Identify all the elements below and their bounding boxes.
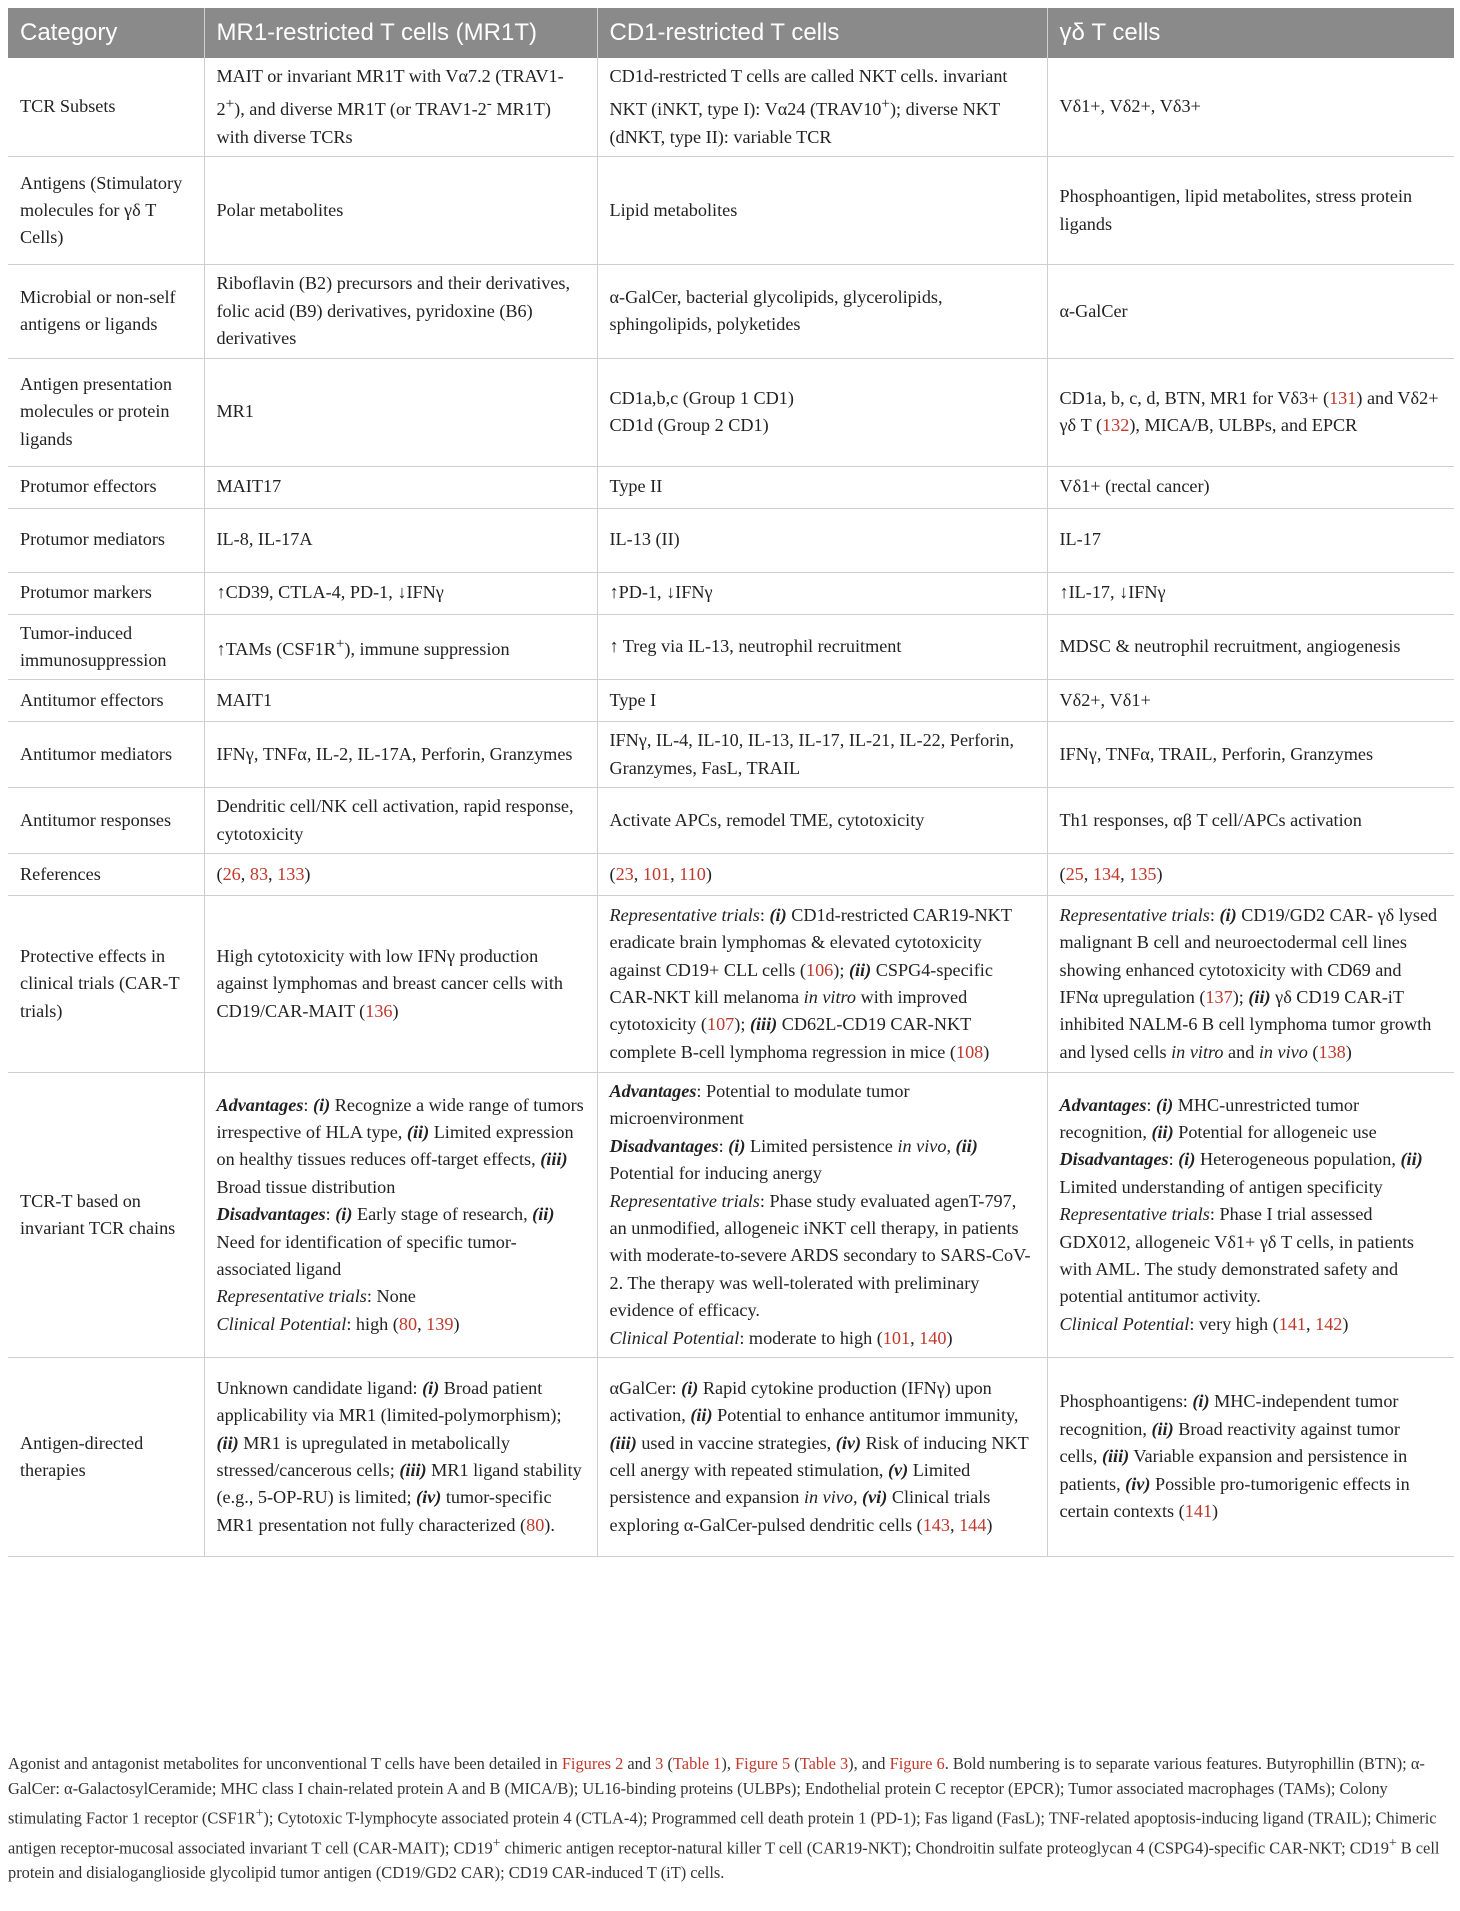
cd1-cell: ↑ Treg via IL-13, neutrophil recruitment xyxy=(597,614,1047,680)
mr1t-cell: IL-8, IL-17A xyxy=(204,508,597,572)
cd1-cell: Type I xyxy=(597,680,1047,722)
table-body xyxy=(8,58,1454,1557)
category-cell: References xyxy=(8,853,204,895)
cd1-cell: Type II xyxy=(597,466,1047,508)
mr1t-cell: (26, 83, 133) xyxy=(204,853,597,895)
gd-cell: α-GalCer xyxy=(1047,265,1454,358)
gd-cell: MDSC & neutrophil recruitment, angiogenesis xyxy=(1047,614,1454,680)
mr1t-cell: IFNγ, TNFα, IL-2, IL-17A, Perforin, Granzymes xyxy=(204,722,597,788)
mr1t-cell: MR1 xyxy=(204,358,597,466)
gd-cell: Phosphoantigen, lipid metabolites, stress protein ligands xyxy=(1047,157,1454,265)
category-cell: Antigen-directed therapies xyxy=(8,1358,204,1557)
cd1-cell: Representative trials: (i) CD1d-restricted CAR19-NKT eradicate brain lymphomas & elevated cytotoxicity against CD19+ CLL cells (106); (ii) CSPG4-specific CAR-NKT kill melanoma in vitro with improved cytotoxicity (107); (iii) CD62L-CD19 CAR-NKT complete B-cell lymphoma regression in mice (108) xyxy=(597,895,1047,1072)
header-gd: γδ T cells xyxy=(1047,8,1454,58)
cd1-cell: CD1a,b,c (Group 1 CD1) CD1d (Group 2 CD1) xyxy=(597,358,1047,466)
mr1t-cell: MAIT or invariant MR1T with Vα7.2 (TRAV1-2+), and diverse MR1T (or TRAV1-2- MR1T) with diverse TCRs xyxy=(204,58,597,157)
category-cell: Antigen presentation molecules or protein ligands xyxy=(8,358,204,466)
table-row xyxy=(8,358,1454,466)
table-row xyxy=(8,895,1454,1072)
header-cd1: CD1-restricted T cells xyxy=(597,8,1047,58)
gd-cell: Th1 responses, αβ T cell/APCs activation xyxy=(1047,788,1454,854)
table-row xyxy=(8,853,1454,895)
table-row xyxy=(8,680,1454,722)
header-row xyxy=(8,8,1454,58)
cd1-cell: IL-13 (II) xyxy=(597,508,1047,572)
cd1-cell: αGalCer: (i) Rapid cytokine production (IFNγ) upon activation, (ii) Potential to enhance antitumor immunity, (iii) used in vaccine strategies, (iv) Risk of inducing NKT cell anergy with repeated stimulation, (v) Limited persistence and expansion in vivo, (vi) Clinical trials exploring α-GalCer-pulsed dendritic cells (143, 144) xyxy=(597,1358,1047,1557)
gd-cell: IFNγ, TNFα, TRAIL, Perforin, Granzymes xyxy=(1047,722,1454,788)
mr1t-cell: Unknown candidate ligand: (i) Broad patient applicability via MR1 (limited-polymorphism); (ii) MR1 is upregulated in metabolically stressed/cancerous cells; (iii) MR1 ligand stability (e.g., 5-OP-RU) is limited; (iv) tumor-specific MR1 presentation not fully characterized (80). xyxy=(204,1358,597,1557)
category-cell: Tumor-induced immunosuppression xyxy=(8,614,204,680)
gd-cell: Advantages: (i) MHC-unrestricted tumor recognition, (ii) Potential for allogeneic use Disadvantages: (i) Heterogeneous population, (ii) Limited understanding of antigen specificity Representative trials: Phase I trial assessed GDX012, allogeneic Vδ1+ γδ T cells, in patients with AML. The study demonstrated safety and potential antitumor activity. Clinical Potential: very high (141, 142) xyxy=(1047,1072,1454,1357)
category-cell: Antitumor mediators xyxy=(8,722,204,788)
category-cell: Protective effects in clinical trials (CAR-T trials) xyxy=(8,895,204,1072)
table-row xyxy=(8,1072,1454,1357)
gd-cell: IL-17 xyxy=(1047,508,1454,572)
mr1t-cell: Advantages: (i) Recognize a wide range of tumors irrespective of HLA type, (ii) Limited expression on healthy tissues reduces off-target effects, (iii) Broad tissue distribution Disadvantages: (i) Early stage of research, (ii) Need for identification of specific tumor-associated ligand Representative trials: None Clinical Potential: high (80, 139) xyxy=(204,1072,597,1357)
table-row xyxy=(8,508,1454,572)
table-row xyxy=(8,722,1454,788)
gd-cell: (25, 134, 135) xyxy=(1047,853,1454,895)
cd1-cell: CD1d-restricted T cells are called NKT cells. invariant NKT (iNKT, type I): Vα24 (TRAV10+); diverse NKT (dNKT, type II): variable TCR xyxy=(597,58,1047,157)
category-cell: TCR Subsets xyxy=(8,58,204,157)
mr1t-cell: MAIT17 xyxy=(204,466,597,508)
mr1t-cell: Riboflavin (B2) precursors and their derivatives, folic acid (B9) derivatives, pyridoxine (B6) derivatives xyxy=(204,265,597,358)
mr1t-cell: Polar metabolites xyxy=(204,157,597,265)
cd1-cell: ↑PD-1, ↓IFNγ xyxy=(597,572,1047,614)
category-cell: Microbial or non-self antigens or ligands xyxy=(8,265,204,358)
cd1-cell: Advantages: Potential to modulate tumor microenvironment Disadvantages: (i) Limited persistence in vivo, (ii) Potential for inducing anergy Representative trials: Phase study evaluated agenT-797, an unmodified, allogeneic iNKT cell therapy, in patients with moderate-to-severe ARDS secondary to SARS-CoV-2. The therapy was well-tolerated with preliminary evidence of efficacy. Clinical Potential: moderate to high (101, 140) xyxy=(597,1072,1047,1357)
table-row xyxy=(8,1358,1454,1557)
category-cell: Protumor effectors xyxy=(8,466,204,508)
cd1-cell: α-GalCer, bacterial glycolipids, glycerolipids, sphingolipids, polyketides xyxy=(597,265,1047,358)
table-row xyxy=(8,157,1454,265)
mr1t-cell: ↑TAMs (CSF1R+), immune suppression xyxy=(204,614,597,680)
mr1t-cell: High cytotoxicity with low IFNγ production against lymphomas and breast cancer cells with CD19/CAR-MAIT (136) xyxy=(204,895,597,1072)
table-row xyxy=(8,572,1454,614)
gd-cell: Vδ2+, Vδ1+ xyxy=(1047,680,1454,722)
category-cell: Antitumor effectors xyxy=(8,680,204,722)
header-category: Category xyxy=(8,8,204,58)
category-cell: TCR-T based on invariant TCR chains xyxy=(8,1072,204,1357)
cd1-cell: Lipid metabolites xyxy=(597,157,1047,265)
cd1-cell: (23, 101, 110) xyxy=(597,853,1047,895)
table-header xyxy=(8,8,1454,58)
table-row xyxy=(8,466,1454,508)
table-row xyxy=(8,614,1454,680)
gd-cell: ↑IL-17, ↓IFNγ xyxy=(1047,572,1454,614)
mr1t-cell: MAIT1 xyxy=(204,680,597,722)
category-cell: Antitumor responses xyxy=(8,788,204,854)
mr1t-cell: ↑CD39, CTLA-4, PD-1, ↓IFNγ xyxy=(204,572,597,614)
gd-cell: Phosphoantigens: (i) MHC-independent tumor recognition, (ii) Broad reactivity against tumor cells, (iii) Variable expansion and persistence in patients, (iv) Possible pro-tumorigenic effects in certain contexts (141) xyxy=(1047,1358,1454,1557)
category-cell: Protumor markers xyxy=(8,572,204,614)
category-cell: Protumor mediators xyxy=(8,508,204,572)
table-row xyxy=(8,788,1454,854)
gd-cell: CD1a, b, c, d, BTN, MR1 for Vδ3+ (131) and Vδ2+ γδ T (132), MICA/B, ULBPs, and EPCR xyxy=(1047,358,1454,466)
table-row xyxy=(8,58,1454,157)
cd1-cell: Activate APCs, remodel TME, cytotoxicity xyxy=(597,788,1047,854)
table-footnote: Agonist and antagonist metabolites for unconventional T cells have been detailed in Figures 2 and 3 (Table 1), Figure 5 (Table 3), and Figure 6. Bold numbering is to separate various features. Butyrophillin (BTN); α-GalCer: α-GalactosylCeramide; MHC class I chain-related protein A and B (MICA/B); UL16-binding proteins (ULBPs); Endothelial protein C receptor (EPCR); Tumor associated macrophages (TAMs); Colony stimulating Factor 1 receptor (CSF1R+); Cytotoxic T-lymphocyte associated protein 4 (CTLA-4); Programmed cell death protein 1 (PD-1); Fas ligand (FasL); TNF-related apoptosis-inducing ligand (TRAIL); Chimeric antigen receptor-mucosal associated invariant T cell (CAR-MAIT); CD19+ chimeric antigen receptor-natural killer T cell (CAR19-NKT); Chondroitin sulfate proteoglycan 4 (CSPG4)-specific CAR-NKT; CD19+ B cell protein and disialoganglioside glycolipid tumor antigen (CD19/GD2 CAR); CD19 CAR-induced T (iT) cells. xyxy=(8,1754,1440,1883)
comparison-table xyxy=(8,8,1454,1557)
gd-cell: Vδ1+ (rectal cancer) xyxy=(1047,466,1454,508)
gd-cell: Vδ1+, Vδ2+, Vδ3+ xyxy=(1047,58,1454,157)
header-mr1t: MR1-restricted T cells (MR1T) xyxy=(204,8,597,58)
mr1t-cell: Dendritic cell/NK cell activation, rapid response, cytotoxicity xyxy=(204,788,597,854)
category-cell: Antigens (Stimulatory molecules for γδ T Cells) xyxy=(8,157,204,265)
table-row xyxy=(8,265,1454,358)
cd1-cell: IFNγ, IL-4, IL-10, IL-13, IL-17, IL-21, IL-22, Perforin, Granzymes, FasL, TRAIL xyxy=(597,722,1047,788)
gd-cell: Representative trials: (i) CD19/GD2 CAR- γδ lysed malignant B cell and neuroectodermal cell lines showing enhanced cytotoxicity with CD69 and IFNα upregulation (137); (ii) γδ CD19 CAR-iT inhibited NALM-6 B cell lymphoma tumor growth and lysed cells in vitro and in vivo (138) xyxy=(1047,895,1454,1072)
